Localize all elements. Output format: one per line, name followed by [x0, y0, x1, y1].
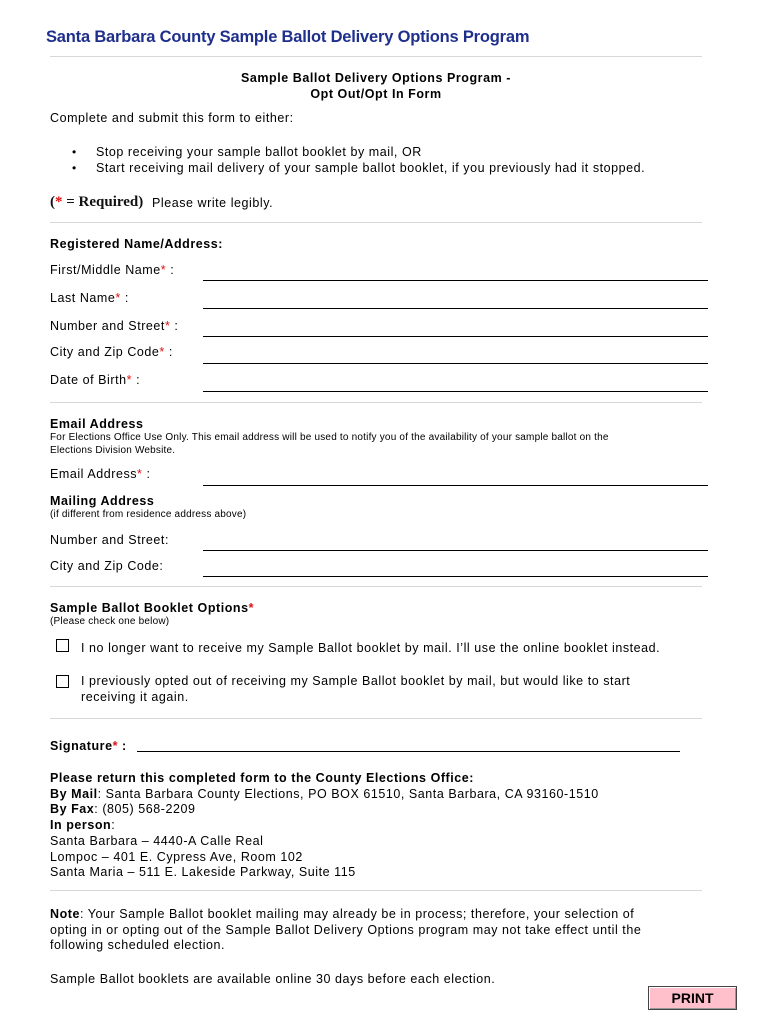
city-zip-field[interactable]: [203, 363, 708, 364]
options-note: (Please check one below): [50, 616, 170, 627]
opt-out-label: I no longer want to receive my Sample Ballot booklet by mail. I’ll use the online booklet instead.: [81, 641, 661, 655]
signature-label: Signature* :: [50, 739, 127, 753]
last-name-field[interactable]: [203, 308, 708, 309]
street-field[interactable]: [203, 336, 708, 337]
required-legend: [50, 194, 143, 211]
city-zip-label: City and Zip Code* :: [50, 345, 173, 359]
opt-in-label-line2: receiving it again.: [81, 690, 189, 704]
opt-in-label-line1: I previously opted out of receiving my Sample Ballot booklet by mail, but would like to start: [81, 674, 631, 688]
bullet-item: Start receiving mail delivery of your sample ballot booklet, if you previously had it stopped.: [96, 161, 646, 175]
note-line1: Note: Your Sample Ballot booklet mailing may already be in process; therefore, your selection of: [50, 907, 635, 921]
required-open: (: [50, 194, 55, 210]
mailing-city-zip-field[interactable]: [203, 576, 708, 577]
location-item: Santa Maria – 511 E. Lakeside Parkway, Suite 115: [50, 865, 356, 879]
mailing-heading: Mailing Address: [50, 494, 155, 508]
email-heading: Email Address: [50, 417, 144, 431]
dob-label: Date of Birth* :: [50, 373, 141, 387]
first-middle-name-field[interactable]: [203, 280, 708, 281]
page-title: Santa Barbara County Sample Ballot Delivery Options Program: [46, 28, 530, 46]
note-line3: following scheduled election.: [50, 938, 226, 952]
legibility-note: Please write legibly.: [152, 196, 274, 210]
mailing-street-field[interactable]: [203, 550, 708, 551]
note-line2: opting in or opting out of the Sample Ballot Delivery Options program may not take effect until the: [50, 923, 642, 937]
email-field[interactable]: [203, 485, 708, 486]
bullet-dot: •: [72, 145, 77, 159]
email-label: Email Address* :: [50, 467, 151, 481]
bullet-item: Stop receiving your sample ballot booklet by mail, OR: [96, 145, 422, 159]
divider: [50, 586, 702, 587]
options-heading: Sample Ballot Booklet Options*: [50, 601, 255, 615]
return-heading: Please return this completed form to the County Elections Office:: [50, 771, 475, 785]
last-name-label: Last Name* :: [50, 291, 129, 305]
form-title-line2: Opt Out/Opt In Form: [310, 87, 442, 101]
return-by-mail: By Mail: Santa Barbara County Elections, PO BOX 61510, Santa Barbara, CA 93160-1510: [50, 787, 599, 801]
footer-text: Sample Ballot booklets are available online 30 days before each election.: [50, 972, 496, 986]
signature-field[interactable]: [137, 751, 680, 752]
bullet-dot: •: [72, 161, 77, 175]
dob-field[interactable]: [203, 391, 708, 392]
location-item: Santa Barbara – 4440-A Calle Real: [50, 834, 264, 848]
email-note-line2: Elections Division Website.: [50, 445, 176, 456]
divider: [50, 718, 702, 719]
form-title-line1: Sample Ballot Delivery Options Program -: [241, 71, 511, 85]
mailing-note: (if different from residence address above): [50, 509, 247, 520]
return-in-person: In person:: [50, 818, 116, 832]
street-label: Number and Street* :: [50, 319, 179, 333]
intro-text: Complete and submit this form to either:: [50, 111, 294, 125]
required-label: = Required): [62, 194, 144, 210]
mailing-city-zip-label: City and Zip Code:: [50, 559, 164, 573]
return-by-fax: By Fax: (805) 568-2209: [50, 802, 196, 816]
divider: [50, 890, 702, 891]
print-button[interactable]: PRINT: [648, 986, 737, 1010]
email-note-line1: For Elections Office Use Only. This email address will be used to notify you of the availability of your sample ballot on the: [50, 432, 609, 443]
required-star: *: [55, 194, 63, 210]
divider: [50, 222, 702, 223]
location-item: Lompoc – 401 E. Cypress Ave, Room 102: [50, 850, 303, 864]
first-middle-name-label: First/Middle Name* :: [50, 263, 175, 277]
registered-heading: Registered Name/Address:: [50, 237, 223, 251]
opt-in-checkbox[interactable]: [56, 675, 69, 688]
mailing-street-label: Number and Street:: [50, 533, 169, 547]
divider: [50, 402, 702, 403]
divider: [50, 56, 702, 57]
opt-out-checkbox[interactable]: [56, 639, 69, 652]
